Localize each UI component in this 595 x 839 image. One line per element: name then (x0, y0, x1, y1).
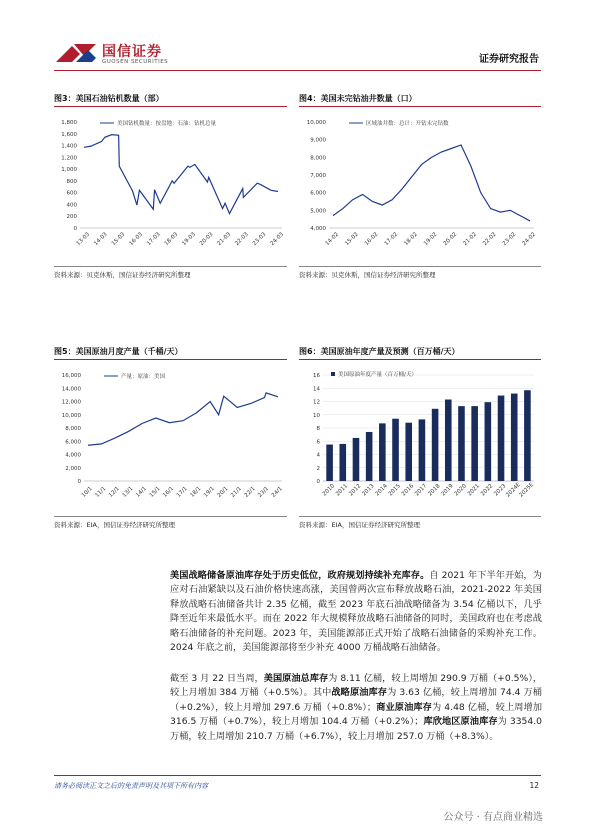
paragraph-strategic-reserve (170, 569, 542, 655)
figure-3-rule (54, 106, 287, 107)
paragraph-body: 自 2021 年下半年开始，为应对石油紧缺以及石油价格快速高涨，美国曾两次宣布释放战略石油，2021-2022 年美国释放战略石油储备共计 2.35 亿桶，截至 2023 年底石油战略储备为 3.54 亿桶以下，几乎降至近年来最低水平。而在 2022 年大规模释放战略石油储备的同时，美国政府也在考虑战略石油储备的补充问题。2023 年，美国能源部正式开始了战略石油储备的采购补充工作。2024 年底之前，美国能源部将至少补充 4000 万桶战略石油储备。 (170, 570, 542, 654)
x-tick-label: 24-03 (269, 231, 286, 248)
figure-6-source: 资料来源：EIA，国信证券经济研究所整理 (299, 521, 420, 529)
x-tick-label: 11/1 (94, 485, 108, 499)
x-tick-label: 17-02 (383, 231, 400, 248)
bar (471, 406, 478, 481)
watermark-text: 公众号 · 有点商业精选 (443, 812, 543, 823)
x-tick-label: 14-02 (324, 231, 341, 248)
x-tick-label: 15-02 (344, 231, 360, 248)
x-tick-label: 14-03 (93, 231, 109, 248)
y-tick-label: 14,000 (61, 386, 81, 393)
figure-4-source: 资料来源：贝克休斯，国信证券经济研究所整理 (299, 271, 436, 279)
y-tick-label: 9,000 (310, 137, 326, 144)
bar (353, 438, 360, 481)
x-tick-label: 2024E (505, 481, 522, 499)
x-tick-label: 23-03 (251, 231, 268, 248)
legend-label: 美国原油年度产量（百万桶/天） (338, 372, 417, 378)
x-tick-label: 10/1 (80, 485, 94, 499)
y-tick-label: 8,000 (65, 426, 81, 432)
x-tick-label: 19/1 (202, 485, 216, 499)
x-tick-label: 2019 (440, 483, 455, 498)
paragraph-lead: 美国战略储备原油库存处于历史低位，政府规划持续补充库存。 (170, 570, 430, 581)
bar (524, 390, 531, 481)
figure-5-source-rule (54, 516, 287, 517)
cushing-inventory-label: 库欣地区原油库存 (423, 716, 498, 728)
x-tick-label: 2023 (493, 483, 508, 498)
x-tick-label: 2012 (348, 483, 363, 498)
x-tick-label: 18-02 (403, 231, 419, 248)
x-tick-label: 24-02 (521, 231, 538, 248)
x-tick-label: 19-02 (423, 231, 439, 248)
x-tick-label: 12/1 (107, 485, 121, 499)
x-tick-label: 21-03 (216, 231, 233, 248)
bar (339, 444, 346, 481)
x-tick-label: 2016 (400, 483, 416, 498)
figure-4-source-rule (299, 266, 541, 267)
y-tick-label: 0 (316, 479, 320, 485)
figure-3-source: 资料来源：贝克休斯，国信证券经济研究所整理 (54, 271, 191, 279)
x-tick-label: 2013 (361, 483, 376, 498)
x-tick-label: 20-02 (442, 231, 459, 248)
y-tick-label: 1,000 (61, 167, 77, 174)
y-tick-label: 10,000 (306, 120, 326, 126)
y-tick-label: 400 (66, 202, 77, 209)
series-line (88, 393, 278, 445)
logo-text: 国信证券 (102, 44, 162, 60)
page-number: 12 (529, 781, 539, 790)
x-tick-label: 17/1 (175, 485, 189, 499)
y-tick-label: 800 (66, 178, 77, 185)
bar (419, 419, 426, 481)
x-tick-label: 22/1 (243, 485, 257, 499)
legend-label: 区域油井数：总计：开钻未完钻数 (366, 121, 449, 127)
y-tick-label: 4,000 (65, 452, 81, 459)
y-tick-label: 2,000 (65, 465, 81, 472)
y-tick-label: 14 (313, 386, 320, 393)
total-inventory-label: 美国原油总库存 (263, 673, 329, 684)
x-tick-label: 22-02 (482, 231, 498, 248)
strategic-inventory-text: 为 3.63 亿桶，较上周增加 74.4 万桶（+0.2%），较上月增加 297.6 万桶（+0.8%）； (170, 687, 542, 713)
x-tick-label: 21/1 (230, 485, 244, 499)
y-tick-label: 6,000 (65, 439, 81, 446)
figure-6-rule (299, 359, 541, 360)
y-tick-label: 8,000 (310, 155, 326, 162)
bar (485, 402, 492, 481)
commercial-inventory-label: 商业原油库存 (376, 701, 432, 713)
x-tick-label: 16/1 (162, 485, 176, 499)
bar (366, 432, 373, 481)
x-tick-label: 13/1 (121, 485, 135, 499)
total-inventory-text: 为 8.11 亿桶，较上周增加 290.9 万桶（+0.5%），较上月增加 384 万桶（+0.5%）。其中 (170, 673, 542, 699)
x-tick-label: 20/1 (216, 485, 230, 499)
y-tick-label: 4,000 (310, 226, 326, 232)
figure-3-chart (54, 110, 289, 260)
bar (445, 400, 452, 481)
disclaimer-note: 请务必阅读正文之后的免责声明及其项下所有内容 (54, 782, 208, 790)
y-tick-label: 7,000 (310, 173, 326, 179)
x-tick-label: 2017 (414, 483, 429, 498)
y-tick-label: 12 (313, 399, 320, 406)
legend-swatch (331, 372, 335, 376)
figure-6-title: 图6：美国原油年度产量及预测（百万桶/天） (299, 347, 460, 356)
bar (379, 423, 386, 481)
series-line (84, 135, 278, 214)
bar (432, 409, 439, 481)
x-tick-label: 2014 (374, 483, 389, 498)
y-tick-label: 5,000 (310, 208, 326, 215)
x-tick-label: 16-02 (363, 231, 380, 248)
figure-5-title: 图5：美国原油月度产量（千桶/天） (54, 347, 183, 356)
y-tick-label: 200 (66, 214, 77, 221)
x-tick-label: 15/1 (148, 485, 162, 499)
y-tick-label: 16,000 (61, 373, 81, 379)
x-tick-label: 2020 (453, 483, 468, 498)
inventory-date: 截至 3 月 22 日当周， (170, 673, 264, 684)
x-tick-label: 2010 (321, 483, 336, 498)
figure-4-title: 图4：美国未完钻油井数量（口） (299, 94, 417, 103)
x-tick-label: 15-03 (110, 231, 127, 248)
header-divider (54, 70, 541, 71)
y-tick-label: 8 (316, 426, 320, 432)
bar (498, 396, 505, 481)
y-tick-label: 0 (77, 479, 81, 485)
commercial-inventory-text: 为 4.48 亿桶，较上周增加 316.5 万桶（+0.7%），较上月增加 104.4 万桶（+0.2%）； (170, 701, 543, 728)
x-tick-label: 16-03 (128, 231, 144, 248)
x-tick-label: 2025E (518, 481, 536, 499)
x-tick-label: 18-03 (163, 231, 180, 248)
legend-label: 产量：原油：美国 (121, 374, 166, 380)
x-tick-label: 24/1 (270, 485, 284, 499)
report-type-title: 证券研究报告 (479, 54, 539, 65)
legend-label: 美国钻机数量：按盘地：石油：钻机总量 (117, 121, 217, 127)
y-tick-label: 10,000 (61, 412, 81, 419)
y-tick-label: 1,600 (61, 131, 77, 138)
x-tick-label: 23/1 (257, 485, 271, 499)
y-tick-label: 1,400 (61, 143, 77, 150)
y-tick-label: 1,800 (61, 120, 77, 126)
x-tick-label: 2021 (466, 483, 482, 498)
figure-5-chart (54, 363, 289, 513)
figure-4-rule (299, 106, 541, 107)
y-tick-label: 6 (316, 439, 320, 446)
figure-5-rule (54, 359, 287, 360)
figure-3-source-rule (54, 266, 287, 267)
x-tick-label: 17-03 (146, 231, 162, 248)
series-line (333, 145, 530, 221)
figure-3-title: 图3：美国石油钻机数量（部） (54, 94, 164, 103)
footer-divider (54, 775, 541, 776)
x-tick-label: 2018 (427, 483, 442, 498)
y-tick-label: 1,200 (61, 155, 77, 162)
bar (458, 406, 465, 481)
bar (326, 445, 333, 481)
x-tick-label: 22-03 (234, 231, 250, 248)
y-tick-label: 4 (316, 452, 320, 459)
guosen-logo-icon (54, 40, 98, 66)
y-tick-label: 10 (313, 412, 320, 419)
x-tick-label: 14/1 (135, 485, 149, 499)
x-tick-label: 19-03 (181, 231, 197, 248)
figure-6-source-rule (299, 516, 541, 517)
figure-5-source: 资料来源：EIA，国信证券经济研究所整理 (54, 521, 175, 529)
x-tick-label: 2011 (335, 483, 350, 498)
figure-4-chart (299, 110, 541, 260)
strategic-inventory-label: 战略原油库存 (331, 687, 388, 699)
paragraph-inventory (170, 672, 542, 744)
x-tick-label: 21-02 (462, 231, 478, 248)
x-tick-label: 2015 (387, 483, 402, 498)
logo-subtext: GUOSEN SECURITIES (102, 59, 169, 65)
x-tick-label: 20-03 (198, 231, 215, 248)
x-tick-label: 2022 (480, 483, 495, 498)
y-tick-label: 2 (316, 465, 320, 472)
y-tick-label: 0 (73, 226, 77, 232)
bar (405, 423, 412, 481)
y-tick-label: 6,000 (310, 190, 326, 197)
x-tick-label: 13-03 (75, 231, 92, 248)
bar (392, 419, 399, 481)
bar (511, 394, 518, 481)
x-tick-label: 23-02 (501, 231, 518, 248)
y-tick-label: 12,000 (61, 399, 81, 406)
cushing-inventory-text: 为 3354.0 万桶，较上周增加 210.7 万桶（+6.7%），较上月增加 257.0 万桶（+8.3%）。 (170, 716, 542, 742)
y-tick-label: 600 (66, 190, 77, 197)
y-tick-label: 16 (313, 373, 320, 379)
x-tick-label: 18/1 (189, 485, 203, 499)
figure-6-chart (299, 363, 541, 513)
